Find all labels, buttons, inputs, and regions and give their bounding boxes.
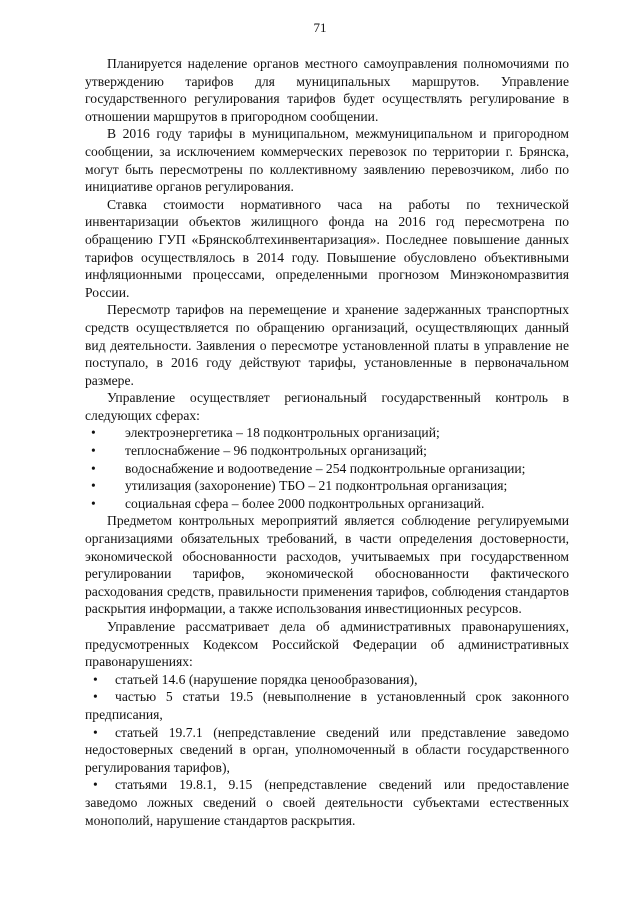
paragraph-vehicle-storage: Пересмотр тарифов на перемещение и хранение задержанных транспортных средств осуществляется по обращению организаций, осуществляющих данный вид деятельности. Заявления о пересмотре установленной платы в управление не поступало, в 2016 году действуют тарифы, установленные в первоначальном размере. <box>85 302 569 388</box>
bullet-icon: • <box>91 495 96 511</box>
list-item: • статьей 19.7.1 (непредставление сведений или представление заведомо недостоверных сведений в орган, уполномоченный в области государственного регулирования тарифов), <box>85 724 569 775</box>
paragraph-inventory-rate: Ставка стоимости нормативного часа на работы по технической инвентаризации объектов жилищного фонда на 2016 год пересмотрена по обращению ГУП «Брянскоблтехинвентаризация». Последнее повышение данных тарифов осуществлялось в 2014 году. Повышение обусловлено объективными инфляционными процессами, определенными прогнозом Минэкономразвития России. <box>85 196 569 300</box>
list-item: • статьей 14.6 (нарушение порядка ценообразования), <box>93 671 418 687</box>
list-item: • статьями 19.8.1, 9.15 (непредставление сведений или предоставление заведомо ложных сведений о своей деятельности субъектами естественных монополий, нарушение стандартов раскрытия. <box>85 777 569 828</box>
bullet-icon: • <box>91 425 96 441</box>
bullet-icon: • <box>93 671 98 687</box>
paragraph-control-intro: Управление осуществляет региональный государственный контроль в следующих сферах: <box>85 390 569 423</box>
list-item: • частью 5 статьи 19.5 (невыполнение в установленный срок законного предписания, <box>85 689 569 722</box>
control-spheres-list <box>85 424 569 512</box>
bullet-icon: • <box>91 460 96 476</box>
bullet-icon: • <box>93 689 98 705</box>
paragraph-admin-cases: Управление рассматривает дела об административных правонарушениях, предусмотренных Кодексом Российской Федерации об административных правонарушениях: <box>85 619 569 670</box>
bullet-icon: • <box>91 478 96 494</box>
bullet-icon: • <box>93 777 98 793</box>
list-item: • теплоснабжение – 96 подконтрольных организаций; <box>91 443 427 459</box>
paragraph-control-subject: Предметом контрольных мероприятий является соблюдение регулируемыми организациями обязательных требований, в части определения достоверности, экономической обоснованности расходов, учитываемых при государственном регулировании тарифов, экономической обоснованности фактического расходования средств, правильности применения тарифов, соблюдения стандартов раскрытия информации, а также использования инвестиционных ресурсов. <box>85 513 569 617</box>
list-item: • водоснабжение и водоотведение – 254 подконтрольные организации; <box>91 460 526 476</box>
bullet-icon: • <box>93 724 98 740</box>
paragraph-2016-tariffs: В 2016 году тарифы в муниципальном, межмуниципальном и пригородном сообщении, за исключением коммерческих перевозок по территории г. Брянска, могут быть пересмотрены по коллективному заявлению перевозчиком, либо по инициативе органов регулирования. <box>85 126 569 195</box>
list-item: • социальная сфера – более 2000 подконтрольных организаций. <box>91 495 485 511</box>
list-item: • утилизация (захоронение) ТБО – 21 подконтрольная организация; <box>91 478 508 494</box>
list-item: • электроэнергетика – 18 подконтрольных организаций; <box>91 425 440 441</box>
bullet-icon: • <box>91 443 96 459</box>
document-body <box>85 55 569 829</box>
violations-list <box>85 671 569 829</box>
paragraph-municipal-routes: Планируется наделение органов местного самоуправления полномочиями по утверждению тарифов для муниципальных маршрутов. Управление государственного регулирования тарифов будет осуществлять регулирование в отношении маршрутов в пригородном сообщении. <box>85 56 569 124</box>
page-number: 71 <box>313 20 327 35</box>
